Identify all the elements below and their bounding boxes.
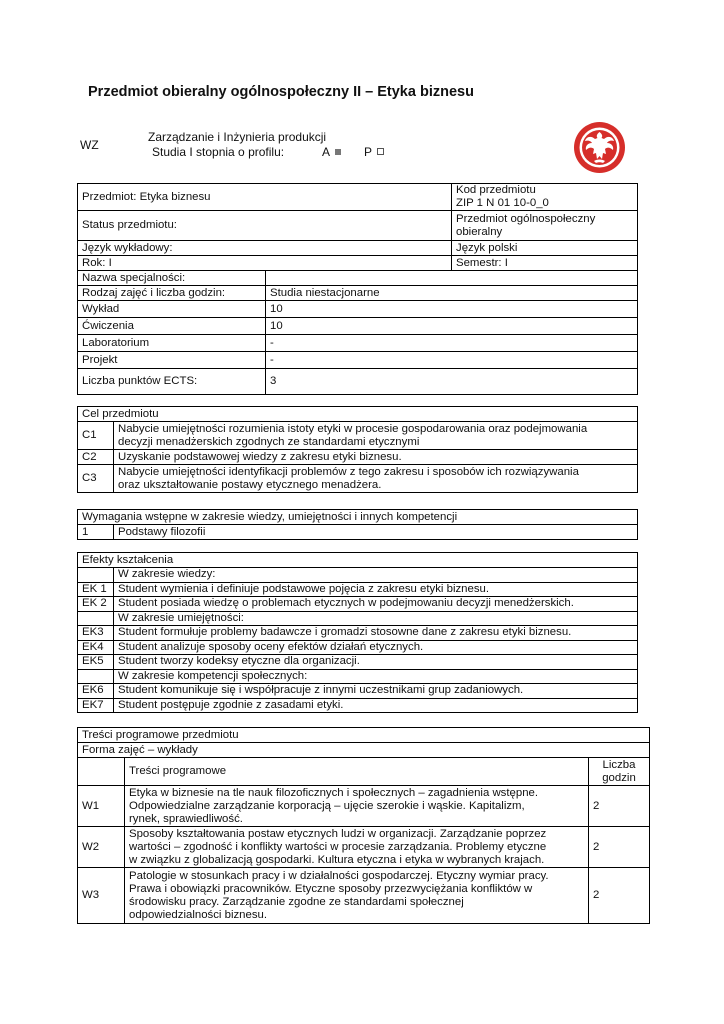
faculty-code: WZ [80, 138, 99, 152]
goal-text [114, 465, 638, 493]
content-line: Prawa i obowiązki pracowników. Etyczne sposoby przezwyciężania konfliktów w [129, 882, 533, 895]
outcome-text: Student tworzy kodeksy etyczne dla organizacji. [114, 655, 638, 670]
classes-value: Studia niestacjonarne [266, 286, 638, 301]
outcome-text: W zakresie kompetencji społecznych: [114, 669, 638, 684]
content-line: Etyka w biznesie na tle nauk filozoficznych i społecznych – zagadnienia wstępne. [129, 786, 539, 799]
hours-label-2: Laboratorium [78, 335, 266, 352]
hours-value-2: - [266, 335, 638, 352]
content-id: W3 [78, 868, 125, 924]
filled-square-icon [335, 149, 341, 155]
lang-value: Język polski [452, 241, 638, 256]
content-header: Treści programowe przedmiotu [78, 728, 650, 743]
goal-line: decyzji menadżerskich zgodnych ze standardami etycznymi [118, 435, 420, 448]
content-line: środowisku pracy. Zarządzanie zgodne ze standardami społecznej [129, 895, 464, 908]
goal-line: Nabycie umiejętności identyfikacji problemów z tego zakresu i sposobów ich rozwiązywania [118, 465, 579, 478]
content-table [77, 727, 650, 924]
outcome-id [78, 568, 114, 583]
profile-p-label: P [364, 145, 373, 159]
classes-label: Rodzaj zajęć i liczba godzin: [78, 286, 266, 301]
outcomes-table [77, 552, 638, 713]
profile-p [364, 145, 384, 159]
requirement-text: Podstawy filozofii [114, 525, 638, 540]
content-hours: 2 [589, 827, 650, 868]
outcome-text: Student posiada wiedzę o problemach etycznych w podejmowaniu decyzji menedżerskich. [114, 597, 638, 612]
code-cell [452, 184, 638, 211]
status-label: Status przedmiotu: [78, 211, 452, 241]
content-id: W2 [78, 827, 125, 868]
outcome-text: Student wymienia i definiuje podstawowe pojęcia z zakresu etyki biznesu. [114, 582, 638, 597]
status-value-1: Przedmiot ogólnospołeczny [456, 212, 596, 225]
outcome-text: Student analizuje sposoby oceny efektów działań etycznych. [114, 640, 638, 655]
program-name: Zarządzanie i Inżynieria produkcji [148, 130, 327, 144]
outcome-text: W zakresie wiedzy: [114, 568, 638, 583]
profile-a [322, 145, 341, 159]
goal-text: Uzyskanie podstawowej wiedzy z zakresu etyki biznesu. [114, 450, 638, 465]
specialty-label: Nazwa specjalności: [78, 271, 266, 286]
goal-line: oraz ukształtowanie postawy etycznego menadżera. [118, 478, 382, 491]
goal-id: C3 [78, 465, 114, 493]
outcome-id [78, 611, 114, 626]
requirement-id: 1 [78, 525, 114, 540]
outcome-id: EK3 [78, 626, 114, 641]
content-text [125, 786, 589, 827]
content-line: rynek, sprawiedliwość. [129, 812, 243, 825]
lang-label: Język wykładowy: [78, 241, 452, 256]
outcome-text: Student formułuje problemy badawcze i gromadzi stosowne dane z zakresu etyki biznesu. [114, 626, 638, 641]
hours-label-3: Projekt [78, 352, 266, 369]
page-title: Przedmiot obieralny ogólnospołeczny II – Etyka biznesu [88, 84, 474, 100]
content-line: wartości – zgodność i konflikty wartości w procesie zarządzania. Problemy etyczne [129, 840, 547, 853]
content-text [125, 827, 589, 868]
profile-a-label: A [322, 145, 331, 159]
code-label: Kod przedmiotu [456, 184, 536, 196]
col-content-label: Treści programowe [125, 758, 589, 786]
requirements-header: Wymagania wstępne w zakresie wiedzy, umiejętności i innych kompetencji [78, 510, 638, 525]
hours-value-3: - [266, 352, 638, 369]
outcome-text: Student postępuje zgodnie z zasadami etyki. [114, 698, 638, 713]
outcome-text: Student komunikuje się i współpracuje z innymi uczestnikami grup zadaniowych. [114, 684, 638, 699]
goals-header: Cel przedmiotu [78, 407, 638, 422]
outcomes-header: Efekty kształcenia [78, 553, 638, 568]
content-form: Forma zajęć – wykłady [78, 743, 650, 758]
outcome-id: EK7 [78, 698, 114, 713]
semester-label: Semestr: I [452, 256, 638, 271]
col-hours-line: godzin [602, 771, 636, 784]
outcome-id: EK4 [78, 640, 114, 655]
content-line: Odpowiedzialne zarządzanie korporacją – ujęcie szerokie i wąskie. Kapitalizm, [129, 799, 525, 812]
course-info-table [77, 183, 638, 395]
code-value: ZIP 1 N 01 10-0_0 [456, 197, 549, 209]
hours-label-1: Ćwiczenia [78, 318, 266, 335]
ects-value: 3 [266, 369, 638, 395]
hours-value-0: 10 [266, 301, 638, 318]
outcome-id [78, 669, 114, 684]
outcome-id: EK 2 [78, 597, 114, 612]
goal-line: Nabycie umiejętności rozumienia istoty etyki w procesie gospodarowania oraz podejmowania [118, 422, 588, 435]
status-cell [452, 211, 638, 241]
university-eagle-emblem-icon [573, 121, 626, 174]
goals-table [77, 406, 638, 493]
goal-id: C1 [78, 422, 114, 450]
content-line: odpowiedzialności biznesu. [129, 908, 268, 921]
goal-id: C2 [78, 450, 114, 465]
content-line: Sposoby kształtowania postaw etycznych ludzi w organizacji. Zarządzanie poprzez [129, 827, 547, 840]
requirements-table [77, 509, 638, 540]
ects-label: Liczba punktów ECTS: [78, 369, 266, 395]
content-line: w związku z globalizacją gospodarki. Kultura etyczna i etyka w wybranych krajach. [129, 853, 545, 866]
goal-text [114, 422, 638, 450]
content-hours: 2 [589, 868, 650, 924]
col-hours-line: Liczba [602, 758, 636, 771]
content-line: Patologie w stosunkach pracy i w działalności gospodarczej. Etyczny wymiar pracy. [129, 869, 549, 882]
outcome-id: EK5 [78, 655, 114, 670]
status-value-2: obieralny [456, 225, 503, 238]
col-hours [589, 758, 650, 786]
hours-label-0: Wykład [78, 301, 266, 318]
empty-square-icon [377, 148, 384, 155]
content-hours: 2 [589, 786, 650, 827]
outcome-id: EK6 [78, 684, 114, 699]
content-id: W1 [78, 786, 125, 827]
content-text [125, 868, 589, 924]
year-label: Rok: I [78, 256, 452, 271]
hours-value-1: 10 [266, 318, 638, 335]
outcome-text: W zakresie umiejętności: [114, 611, 638, 626]
outcome-id: EK 1 [78, 582, 114, 597]
subject-cell: Przedmiot: Etyka biznesu [78, 184, 452, 211]
study-level: Studia I stopnia o profilu: [152, 145, 285, 159]
